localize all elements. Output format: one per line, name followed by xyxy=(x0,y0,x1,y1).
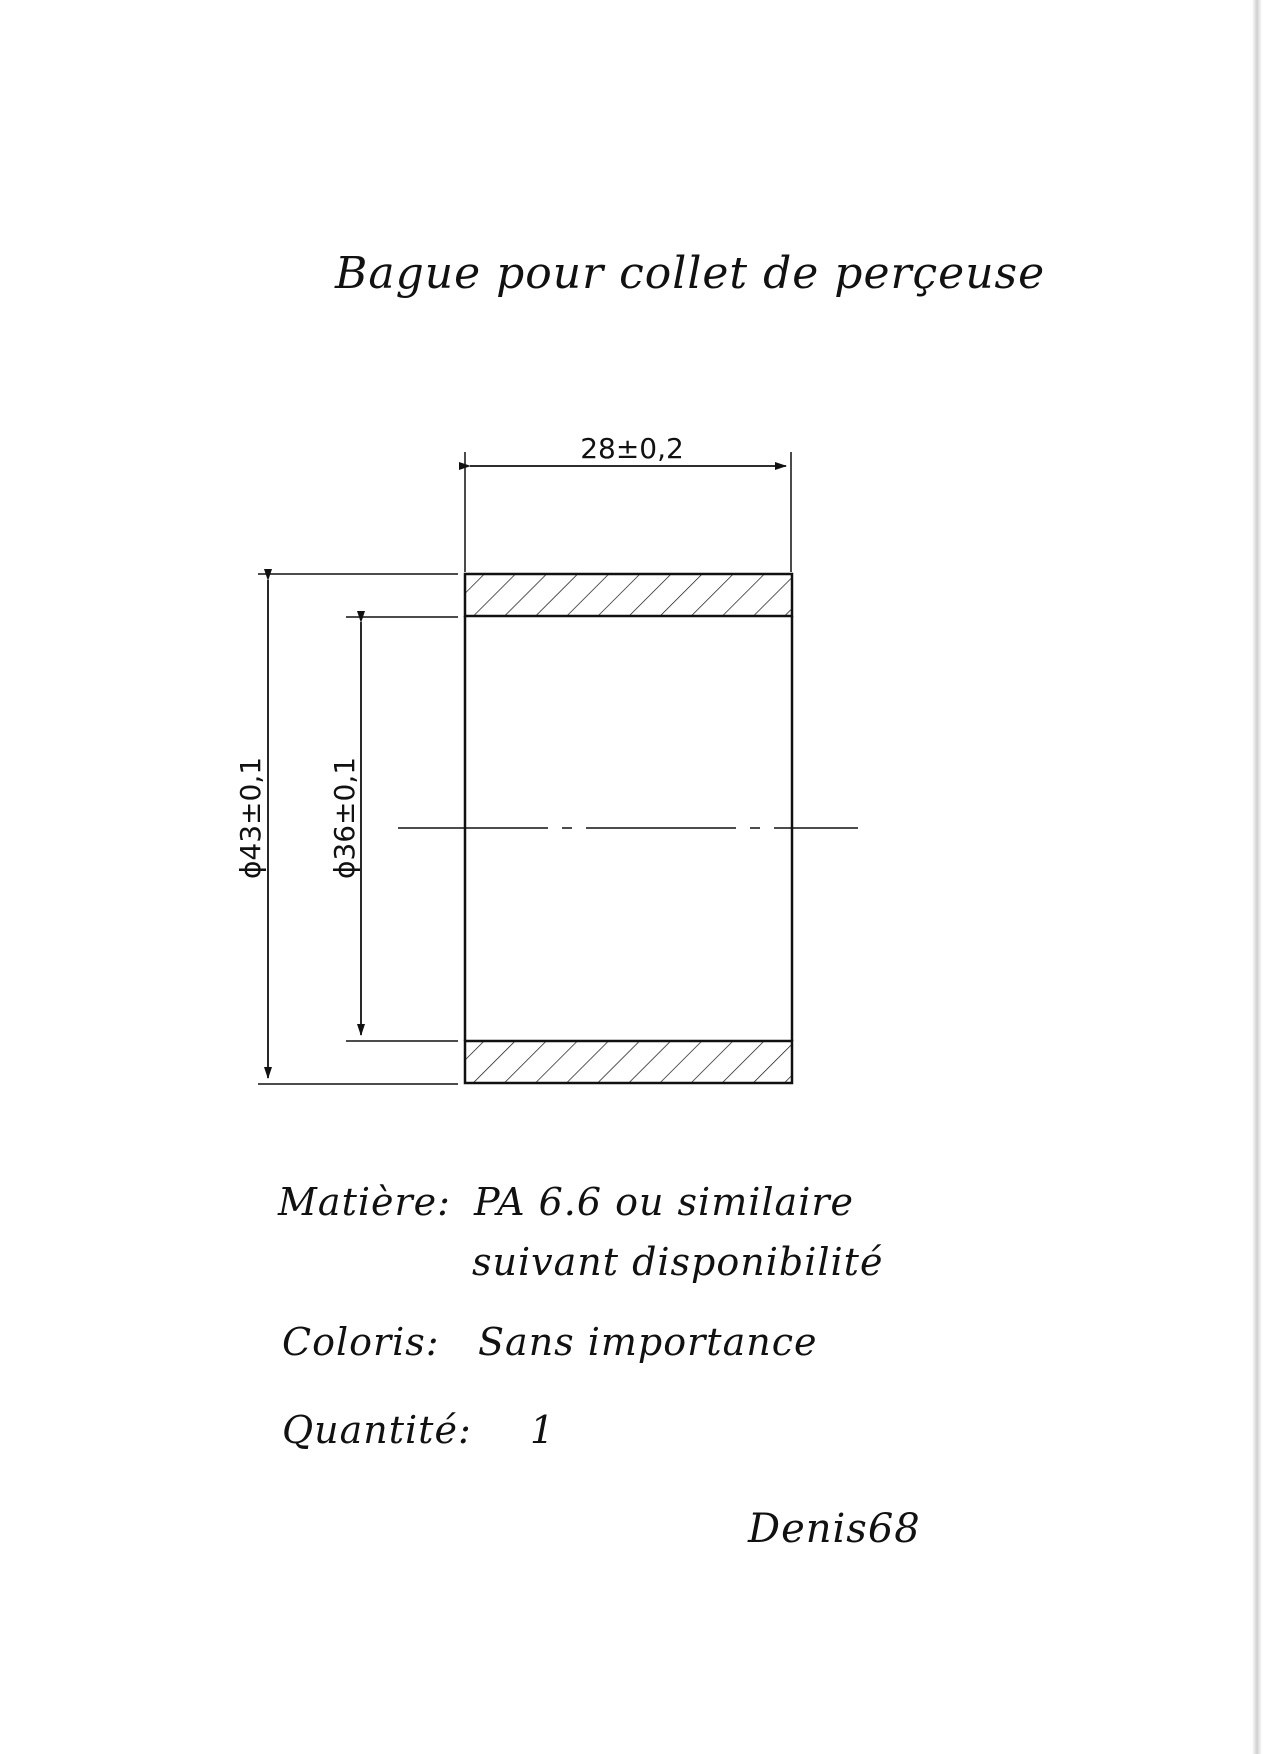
color-value: Sans importance xyxy=(478,1320,818,1364)
signature: Denis68 xyxy=(748,1506,921,1552)
length-dimension-label: 28±0,2 xyxy=(580,432,684,465)
bushing-top-wall xyxy=(465,574,792,616)
material-value-line2: suivant disponibilité xyxy=(472,1240,884,1284)
color-label: Coloris: xyxy=(282,1320,440,1364)
drawing-title: Bague pour collet de perçeuse xyxy=(335,248,1046,299)
bushing-bottom-wall xyxy=(465,1041,792,1083)
quantity-label: Quantité: xyxy=(282,1408,472,1452)
material-label: Matière: xyxy=(278,1180,451,1224)
outer-diameter-label: ϕ43±0,1 xyxy=(234,756,267,880)
inner-diameter-label: ϕ36±0,1 xyxy=(328,756,361,880)
material-value-line1: PA 6.6 ou similaire xyxy=(474,1180,854,1224)
quantity-value: 1 xyxy=(530,1408,556,1452)
